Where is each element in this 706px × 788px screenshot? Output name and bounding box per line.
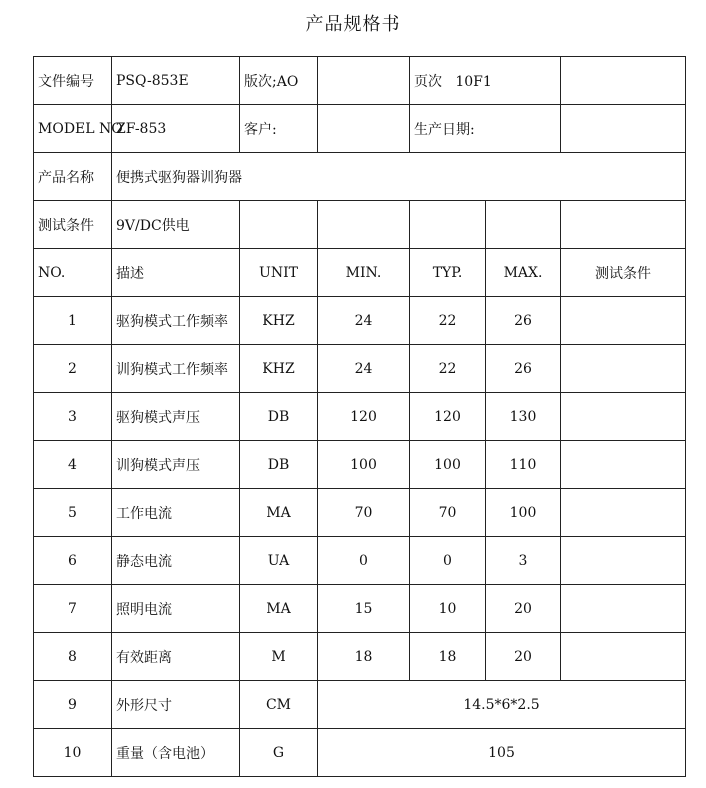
row-unit: KHZ bbox=[240, 297, 318, 345]
row-description: 驱狗模式声压 bbox=[112, 393, 240, 441]
row-description: 训狗模式声压 bbox=[112, 441, 240, 489]
col-header-unit: UNIT bbox=[240, 249, 318, 297]
row-no: 4 bbox=[34, 441, 112, 489]
row-test-condition bbox=[561, 537, 686, 585]
row-min: 120 bbox=[318, 393, 410, 441]
row-description: 照明电流 bbox=[112, 585, 240, 633]
empty-cell bbox=[240, 201, 318, 249]
file-no-value: PSQ-853E bbox=[112, 57, 240, 105]
empty-cell bbox=[486, 201, 561, 249]
table-row bbox=[34, 345, 686, 393]
model-value: ZF-853 bbox=[112, 105, 240, 153]
row-min: 18 bbox=[318, 633, 410, 681]
row-test-condition bbox=[561, 345, 686, 393]
test-condition-label: 测试条件 bbox=[34, 201, 112, 249]
test-condition-value: 9V/DC供电 bbox=[112, 201, 240, 249]
header-row-file bbox=[34, 57, 686, 105]
date-label: 生产日期: bbox=[410, 105, 561, 153]
spec-table bbox=[33, 56, 686, 777]
col-header-typ: TYP. bbox=[410, 249, 486, 297]
empty-cell bbox=[561, 57, 686, 105]
header-row-test-condition bbox=[34, 201, 686, 249]
model-label: MODEL NO bbox=[34, 105, 112, 153]
table-row bbox=[34, 393, 686, 441]
row-typ: 120 bbox=[410, 393, 486, 441]
row-unit: DB bbox=[240, 393, 318, 441]
row-max: 20 bbox=[486, 633, 561, 681]
row-no: 7 bbox=[34, 585, 112, 633]
row-description: 重量（含电池） bbox=[112, 729, 240, 777]
table-row bbox=[34, 489, 686, 537]
row-min: 100 bbox=[318, 441, 410, 489]
row-min: 0 bbox=[318, 537, 410, 585]
product-value: 便携式驱狗器训狗器 bbox=[112, 153, 686, 201]
row-min: 70 bbox=[318, 489, 410, 537]
row-max: 3 bbox=[486, 537, 561, 585]
product-label: 产品名称 bbox=[34, 153, 112, 201]
row-test-condition bbox=[561, 585, 686, 633]
row-max: 100 bbox=[486, 489, 561, 537]
row-unit: MA bbox=[240, 489, 318, 537]
empty-cell bbox=[318, 201, 410, 249]
row-no: 5 bbox=[34, 489, 112, 537]
page-cell bbox=[410, 57, 561, 105]
customer-value-cell bbox=[318, 105, 410, 153]
row-test-condition bbox=[561, 489, 686, 537]
row-no: 2 bbox=[34, 345, 112, 393]
row-merged-value: 14.5*6*2.5 bbox=[318, 681, 686, 729]
empty-cell bbox=[561, 201, 686, 249]
col-header-desc: 描述 bbox=[112, 249, 240, 297]
row-test-condition bbox=[561, 297, 686, 345]
file-no-label: 文件编号 bbox=[34, 57, 112, 105]
row-description: 工作电流 bbox=[112, 489, 240, 537]
page-title: 产品规格书 bbox=[305, 14, 401, 35]
row-test-condition bbox=[561, 393, 686, 441]
row-description: 训狗模式工作频率 bbox=[112, 345, 240, 393]
table-row bbox=[34, 537, 686, 585]
row-unit: UA bbox=[240, 537, 318, 585]
row-min: 24 bbox=[318, 345, 410, 393]
row-unit: G bbox=[240, 729, 318, 777]
row-no: 8 bbox=[34, 633, 112, 681]
row-typ: 22 bbox=[410, 297, 486, 345]
table-row bbox=[34, 585, 686, 633]
row-typ: 10 bbox=[410, 585, 486, 633]
table-row bbox=[34, 297, 686, 345]
col-header-test-condition: 测试条件 bbox=[561, 249, 686, 297]
table-row bbox=[34, 633, 686, 681]
empty-cell bbox=[561, 105, 686, 153]
row-typ: 22 bbox=[410, 345, 486, 393]
header-row-product bbox=[34, 153, 686, 201]
col-header-max: MAX. bbox=[486, 249, 561, 297]
table-row bbox=[34, 729, 686, 777]
row-description: 静态电流 bbox=[112, 537, 240, 585]
row-typ: 0 bbox=[410, 537, 486, 585]
row-max: 20 bbox=[486, 585, 561, 633]
page-label: 页次 bbox=[414, 73, 442, 90]
row-typ: 18 bbox=[410, 633, 486, 681]
row-min: 24 bbox=[318, 297, 410, 345]
row-no: 6 bbox=[34, 537, 112, 585]
version-label: 版次;AO bbox=[240, 57, 318, 105]
row-max: 130 bbox=[486, 393, 561, 441]
row-no: 9 bbox=[34, 681, 112, 729]
row-min: 15 bbox=[318, 585, 410, 633]
row-test-condition bbox=[561, 633, 686, 681]
row-max: 26 bbox=[486, 345, 561, 393]
customer-label: 客户: bbox=[240, 105, 318, 153]
row-no: 1 bbox=[34, 297, 112, 345]
version-value-cell bbox=[318, 57, 410, 105]
row-unit: DB bbox=[240, 441, 318, 489]
row-description: 驱狗模式工作频率 bbox=[112, 297, 240, 345]
row-max: 26 bbox=[486, 297, 561, 345]
empty-cell bbox=[410, 201, 486, 249]
table-row bbox=[34, 441, 686, 489]
page-value: 10F1 bbox=[455, 73, 492, 90]
row-no: 10 bbox=[34, 729, 112, 777]
row-test-condition bbox=[561, 441, 686, 489]
row-typ: 100 bbox=[410, 441, 486, 489]
row-unit: KHZ bbox=[240, 345, 318, 393]
row-unit: MA bbox=[240, 585, 318, 633]
table-row bbox=[34, 681, 686, 729]
row-description: 有效距离 bbox=[112, 633, 240, 681]
col-header-no: NO. bbox=[34, 249, 112, 297]
row-no: 3 bbox=[34, 393, 112, 441]
row-max: 110 bbox=[486, 441, 561, 489]
row-unit: CM bbox=[240, 681, 318, 729]
col-header-min: MIN. bbox=[318, 249, 410, 297]
row-merged-value: 105 bbox=[318, 729, 686, 777]
column-header-row bbox=[34, 249, 686, 297]
row-unit: M bbox=[240, 633, 318, 681]
header-row-model bbox=[34, 105, 686, 153]
row-typ: 70 bbox=[410, 489, 486, 537]
row-description: 外形尺寸 bbox=[112, 681, 240, 729]
